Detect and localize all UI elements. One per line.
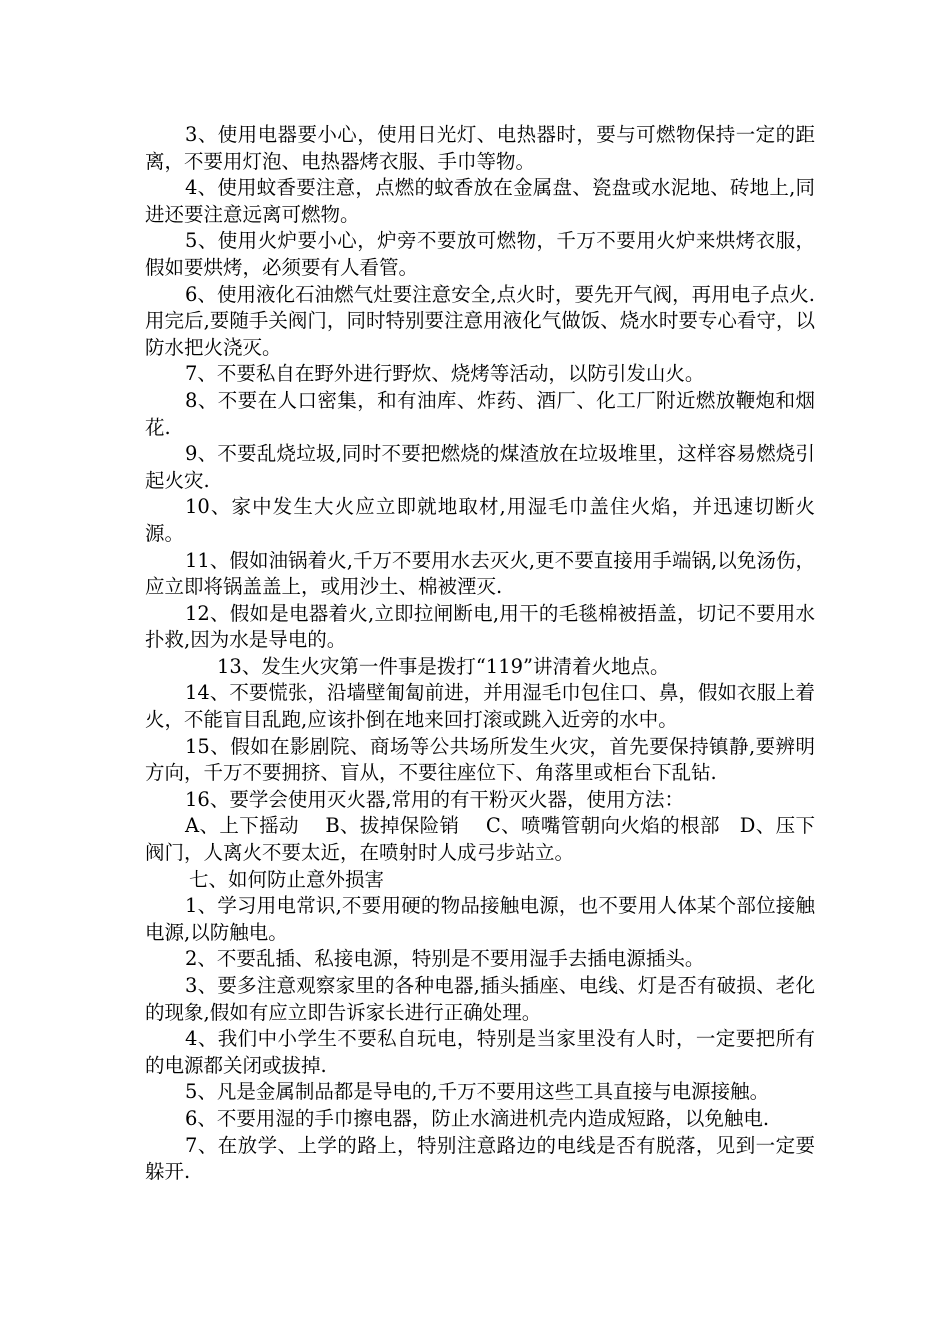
paragraph-6-gas-stove: 6、使用液化石油燃气灶要注意安全,点火时，要先开气阀，再用电子点火.用完后,要随手关阀门，同时特别要注意用液化气做饭、烧水时要专心看守，以防水把火浇灭。 [145,282,815,359]
paragraph-8-fireworks: 8、不要在人口密集，和有油库、炸药、酒厂、化工厂附近燃放鞭炮和烟花. [145,388,815,439]
paragraph-3-electrical-appliances: 3、使用电器要小心，使用日光灯、电热器时，要与可燃物保持一定的距离，不要用灯泡、电热器烤衣服、手巾等物。 [145,123,815,173]
paragraph-12-electrical-fire: 12、假如是电器着火,立即拉闸断电,用干的毛毯棉被捂盖，切记不要用水扑救,因为水是导电的。 [145,601,815,652]
paragraph-7-outdoor-cooking: 7、不要私自在野外进行野炊、烧烤等活动，以防引发山火。 [185,362,705,386]
paragraph-1-electricity-knowledge: 1、学习用电常识,不要用硬的物品接触电源，也不要用人体某个部位接触电源,以防触电。 [145,894,815,944]
paragraph-6-wet-towel: 6、不要用湿的手巾擦电器，防止水滴进机壳内造成短路，以免触电. [185,1106,770,1130]
paragraph-5-stove: 5、使用火炉要小心，炉旁不要放可燃物，千万不要用火炉来烘烤衣服，假如要烘烤，必须要有人看管。 [145,229,815,279]
paragraph-extinguisher-steps: A、上下摇动 B、拔掉保险销 C、喷嘴管朝向火焰的根部 D、压下阀门，人离火不要太近，在喷射时人成弓步站立。 [145,814,815,865]
paragraph-16-extinguisher: 16、要学会使用灭火器,常用的有干粉灭火器，使用方法： [185,787,685,811]
paragraph-11-oil-pan-fire: 11、假如油锅着火,千万不要用水去灭火,更不要直接用手端锅,以免汤伤，应立即将锅盖盖上，或用沙土、棉被湮灭. [145,548,815,599]
paragraph-3-check-appliances: 3、要多注意观察家里的各种电器,插头插座、电线、灯是否有破损、老化的现象,假如有应立即告诉家长进行正确处理。 [145,974,815,1024]
paragraph-14-escape: 14、不要慌张，沿墙壁匍匐前进，并用湿毛巾包住口、鼻，假如衣服上着火，不能盲目乱跑,应该扑倒在地来回打滚或跳入近旁的水中。 [145,681,815,732]
document-body [145,122,815,1186]
paragraph-13-call-119: 13、发生火灾第一件事是拨打“119”讲清着火地点。 [217,654,670,678]
paragraph-5-metal-conductors: 5、凡是金属制品都是导电的,千万不要用这些工具直接与电源接触。 [185,1080,770,1104]
paragraph-4-mosquito-coil: 4、使用蚊香要注意，点燃的蚊香放在金属盘、瓷盘或水泥地、砖地上,同进还要注意远离可燃物。 [145,176,815,226]
paragraph-15-public-places: 15、假如在影剧院、商场等公共场所发生火灾，首先要保持镇静,要辨明方向，千万不要拥挤、盲从，不要往座位下、角落里或柜台下乱钻. [145,734,815,785]
paragraph-9-burning-garbage: 9、不要乱烧垃圾,同时不要把燃烧的煤渣放在垃圾堆里，这样容易燃烧引起火灾. [145,442,815,492]
paragraph-4-unplug: 4、我们中小学生不要私自玩电，特别是当家里没有人时，一定要把所有的电源都关闭或拔掉. [145,1027,815,1077]
paragraph-10-house-fire: 10、家中发生大火应立即就地取材,用湿毛巾盖住火焰，并迅速切断火源。 [145,495,815,545]
paragraph-7-fallen-wires: 7、在放学、上学的路上，特别注意路边的电线是否有脱落，见到一定要躲开. [145,1133,815,1184]
paragraph-2-wiring: 2、不要乱插、私接电源，特别是不要用湿手去插电源插头。 [185,947,705,971]
section-heading-accident-prevention: 七、如何防止意外损害 [189,867,385,891]
